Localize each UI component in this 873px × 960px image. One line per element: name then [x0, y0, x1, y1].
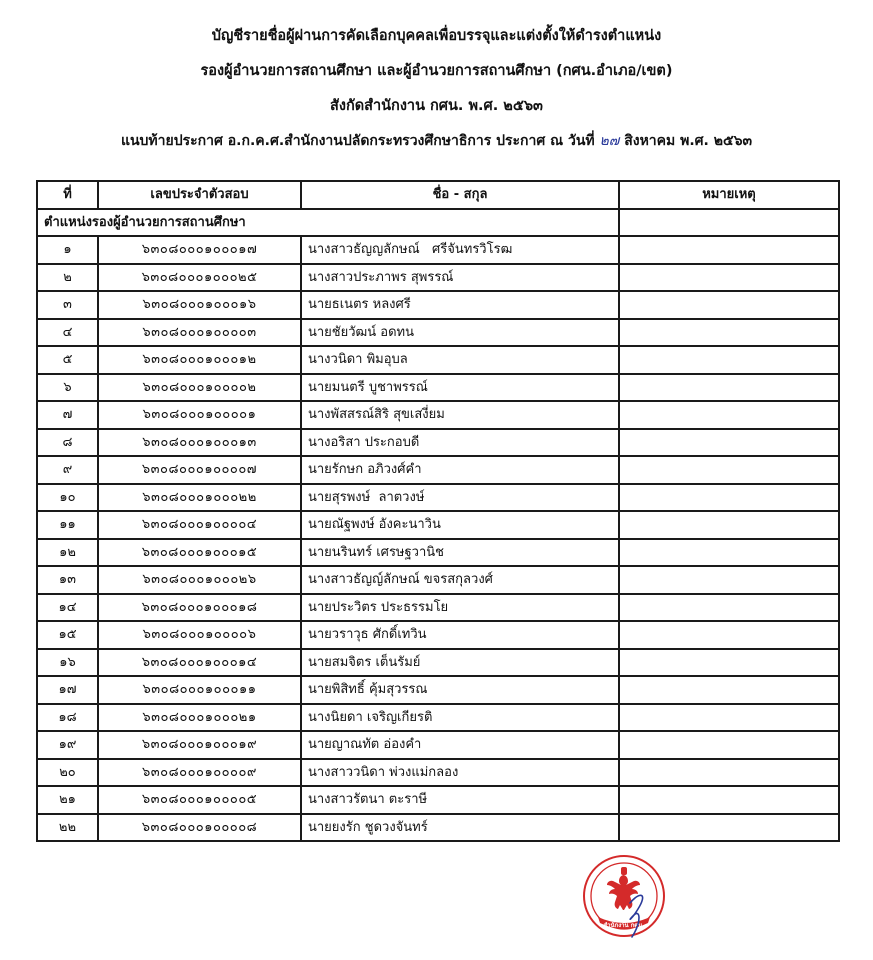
- row-number: ๖: [37, 374, 98, 402]
- row-number: ๘: [37, 429, 98, 457]
- row-number: ๑๘: [37, 704, 98, 732]
- name-cell: นายณัฐพงษ์ อังคะนาวิน: [301, 511, 619, 539]
- table-body: [37, 209, 839, 842]
- row-number: ๑๙: [37, 731, 98, 759]
- exam-id-cell: ๖๓๐๘๐๐๐๑๐๐๐๒๒: [98, 484, 301, 512]
- exam-id-cell: ๖๓๐๘๐๐๐๑๐๐๐๐๕: [98, 786, 301, 814]
- candidate-table: [36, 180, 840, 842]
- table-row: [37, 484, 839, 512]
- table-row: [37, 264, 839, 292]
- name-cell: นายประวิตร ประธรรมโย: [301, 594, 619, 622]
- exam-id-cell: ๖๓๐๘๐๐๐๑๐๐๐๑๗: [98, 236, 301, 264]
- garuda-emblem-icon: [607, 867, 640, 910]
- remark-cell: [619, 539, 839, 567]
- table-row: [37, 429, 839, 457]
- table-row: [37, 236, 839, 264]
- remark-cell: [619, 621, 839, 649]
- name-cell: นายสุรพงษ์ ลาตวงษ์: [301, 484, 619, 512]
- name-cell: นางสาววนิดา พ่วงแม่กลอง: [301, 759, 619, 787]
- section-remark: [619, 209, 839, 237]
- row-number: ๑๖: [37, 649, 98, 677]
- row-number: ๙: [37, 456, 98, 484]
- row-number: ๑๓: [37, 566, 98, 594]
- table-row: [37, 346, 839, 374]
- row-number: ๑๑: [37, 511, 98, 539]
- column-header-remark: หมายเหตุ: [619, 181, 839, 209]
- row-number: ๑๐: [37, 484, 98, 512]
- row-number: ๒๐: [37, 759, 98, 787]
- remark-cell: [619, 511, 839, 539]
- row-number: ๔: [37, 319, 98, 347]
- table-row: [37, 621, 839, 649]
- table-row: [37, 374, 839, 402]
- remark-cell: [619, 374, 839, 402]
- remark-cell: [619, 594, 839, 622]
- remark-cell: [619, 291, 839, 319]
- row-number: ๑๕: [37, 621, 98, 649]
- name-cell: นายพิสิทธิ์ คุ้มสุวรรณ: [301, 676, 619, 704]
- row-number: ๑๗: [37, 676, 98, 704]
- title-line-3: สังกัดสำนักงาน กศน. พ.ศ. ๒๕๖๓: [330, 98, 543, 114]
- name-cell: นายมนตรี บูชาพรรณ์: [301, 374, 619, 402]
- title-line-2: รองผู้อำนวยการสถานศึกษา และผู้อำนวยการสถานศึกษา (กศน.อำเภอ/เขต): [200, 63, 673, 79]
- table-row: [37, 814, 839, 842]
- official-seal: [582, 853, 666, 939]
- name-cell: นายสมจิตร เต็นรัมย์: [301, 649, 619, 677]
- table-row: [37, 649, 839, 677]
- section-title: ตำแหน่งรองผู้อำนวยการสถานศึกษา: [37, 209, 619, 237]
- table-row: [37, 539, 839, 567]
- table-row: [37, 566, 839, 594]
- exam-id-cell: ๖๓๐๘๐๐๐๑๐๐๐๑๖: [98, 291, 301, 319]
- exam-id-cell: ๖๓๐๘๐๐๐๑๐๐๐๐๔: [98, 511, 301, 539]
- remark-cell: [619, 704, 839, 732]
- exam-id-cell: ๖๓๐๘๐๐๐๑๐๐๐๑๙: [98, 731, 301, 759]
- remark-cell: [619, 731, 839, 759]
- table-row: [37, 704, 839, 732]
- remark-cell: [619, 676, 839, 704]
- name-cell: นายยงรัก ชูดวงจันทร์: [301, 814, 619, 842]
- name-cell: นายนรินทร์ เศรษฐวานิช: [301, 539, 619, 567]
- row-number: ๓: [37, 291, 98, 319]
- column-header-name: ชื่อ - สกุล: [301, 181, 619, 209]
- name-cell: นางสาวธัญญลักษณ์ ศรีจันทรวิโรฒ: [301, 236, 619, 264]
- remark-cell: [619, 236, 839, 264]
- exam-id-cell: ๖๓๐๘๐๐๐๑๐๐๐๐๗: [98, 456, 301, 484]
- table-row: [37, 511, 839, 539]
- exam-id-cell: ๖๓๐๘๐๐๐๑๐๐๐๑๔: [98, 649, 301, 677]
- table-row: [37, 759, 839, 787]
- table-row: [37, 319, 839, 347]
- name-cell: นายรักษก อภิวงศ์คำ: [301, 456, 619, 484]
- remark-cell: [619, 759, 839, 787]
- exam-id-cell: ๖๓๐๘๐๐๐๑๐๐๐๐๑: [98, 401, 301, 429]
- title-line-1: บัญชีรายชื่อผู้ผ่านการคัดเลือกบุคคลเพื่อบรรจุและแต่งตั้งให้ดำรงตำแหน่ง: [211, 28, 662, 44]
- name-cell: นายธเนตร หลงศรี: [301, 291, 619, 319]
- table-row: [37, 456, 839, 484]
- exam-id-cell: ๖๓๐๘๐๐๐๑๐๐๐๐๒: [98, 374, 301, 402]
- exam-id-cell: ๖๓๐๘๐๐๐๑๐๐๐๐๙: [98, 759, 301, 787]
- table-row: [37, 786, 839, 814]
- handwritten-day: ๒๗: [599, 133, 620, 149]
- remark-cell: [619, 346, 839, 374]
- name-cell: นางวนิดา พิมอุบล: [301, 346, 619, 374]
- row-number: ๒๒: [37, 814, 98, 842]
- name-cell: นางนิยดา เจริญเกียรติ: [301, 704, 619, 732]
- exam-id-cell: ๖๓๐๘๐๐๐๑๐๐๐๐๖: [98, 621, 301, 649]
- name-cell: นางพัสสรณ์สิริ สุขเสงี่ยม: [301, 401, 619, 429]
- remark-cell: [619, 429, 839, 457]
- column-header-number: ที่: [37, 181, 98, 209]
- column-header-exam-id: เลขประจำตัวสอบ: [98, 181, 301, 209]
- row-number: ๑๒: [37, 539, 98, 567]
- exam-id-cell: ๖๓๐๘๐๐๐๑๐๐๐๑๒: [98, 346, 301, 374]
- row-number: ๕: [37, 346, 98, 374]
- remark-cell: [619, 401, 839, 429]
- remark-cell: [619, 484, 839, 512]
- name-cell: นายวราวุธ ศักดิ์เทวิน: [301, 621, 619, 649]
- remark-cell: [619, 649, 839, 677]
- exam-id-cell: ๖๓๐๘๐๐๐๑๐๐๐๑๓: [98, 429, 301, 457]
- row-number: ๒๑: [37, 786, 98, 814]
- remark-cell: [619, 456, 839, 484]
- seal-text: สำนักงาน กศน.: [603, 922, 645, 929]
- exam-id-cell: ๖๓๐๘๐๐๐๑๐๐๐๑๑: [98, 676, 301, 704]
- remark-cell: [619, 566, 839, 594]
- table-row: [37, 594, 839, 622]
- exam-id-cell: ๖๓๐๘๐๐๐๑๐๐๐๐๘: [98, 814, 301, 842]
- name-cell: นายญาณทัต อ่องคำ: [301, 731, 619, 759]
- remark-cell: [619, 264, 839, 292]
- table-row: [37, 401, 839, 429]
- row-number: ๒: [37, 264, 98, 292]
- name-cell: นางสาวรัตนา ตะราษี: [301, 786, 619, 814]
- signature-mark: [630, 895, 643, 937]
- name-cell: นางอริสา ประกอบดี: [301, 429, 619, 457]
- announcement-suffix: สิงหาคม พ.ศ. ๒๕๖๓: [624, 133, 753, 149]
- exam-id-cell: ๖๓๐๘๐๐๐๑๐๐๐๒๕: [98, 264, 301, 292]
- row-number: ๗: [37, 401, 98, 429]
- name-cell: นายชัยวัฒน์ อดทน: [301, 319, 619, 347]
- exam-id-cell: ๖๓๐๘๐๐๐๑๐๐๐๑๘: [98, 594, 301, 622]
- section-row: [37, 209, 839, 237]
- title-line-4: [0, 131, 873, 151]
- remark-cell: [619, 814, 839, 842]
- exam-id-cell: ๖๓๐๘๐๐๐๑๐๐๐๑๕: [98, 539, 301, 567]
- exam-id-cell: ๖๓๐๘๐๐๐๑๐๐๐๐๓: [98, 319, 301, 347]
- row-number: ๑: [37, 236, 98, 264]
- name-cell: นางสาวประภาพร สุพรรณ์: [301, 264, 619, 292]
- table-row: [37, 731, 839, 759]
- table-header-row: [37, 181, 839, 209]
- remark-cell: [619, 786, 839, 814]
- remark-cell: [619, 319, 839, 347]
- table-row: [37, 676, 839, 704]
- exam-id-cell: ๖๓๐๘๐๐๐๑๐๐๐๒๑: [98, 704, 301, 732]
- row-number: ๑๔: [37, 594, 98, 622]
- name-cell: นางสาวธัญญ์ลักษณ์ ขจรสกุลวงศ์: [301, 566, 619, 594]
- table-row: [37, 291, 839, 319]
- exam-id-cell: ๖๓๐๘๐๐๐๑๐๐๐๒๖: [98, 566, 301, 594]
- announcement-prefix: แนบท้ายประกาศ อ.ก.ค.ศ.สำนักงานปลัดกระทรวงศึกษาธิการ ประกาศ ณ วันที่: [120, 133, 595, 149]
